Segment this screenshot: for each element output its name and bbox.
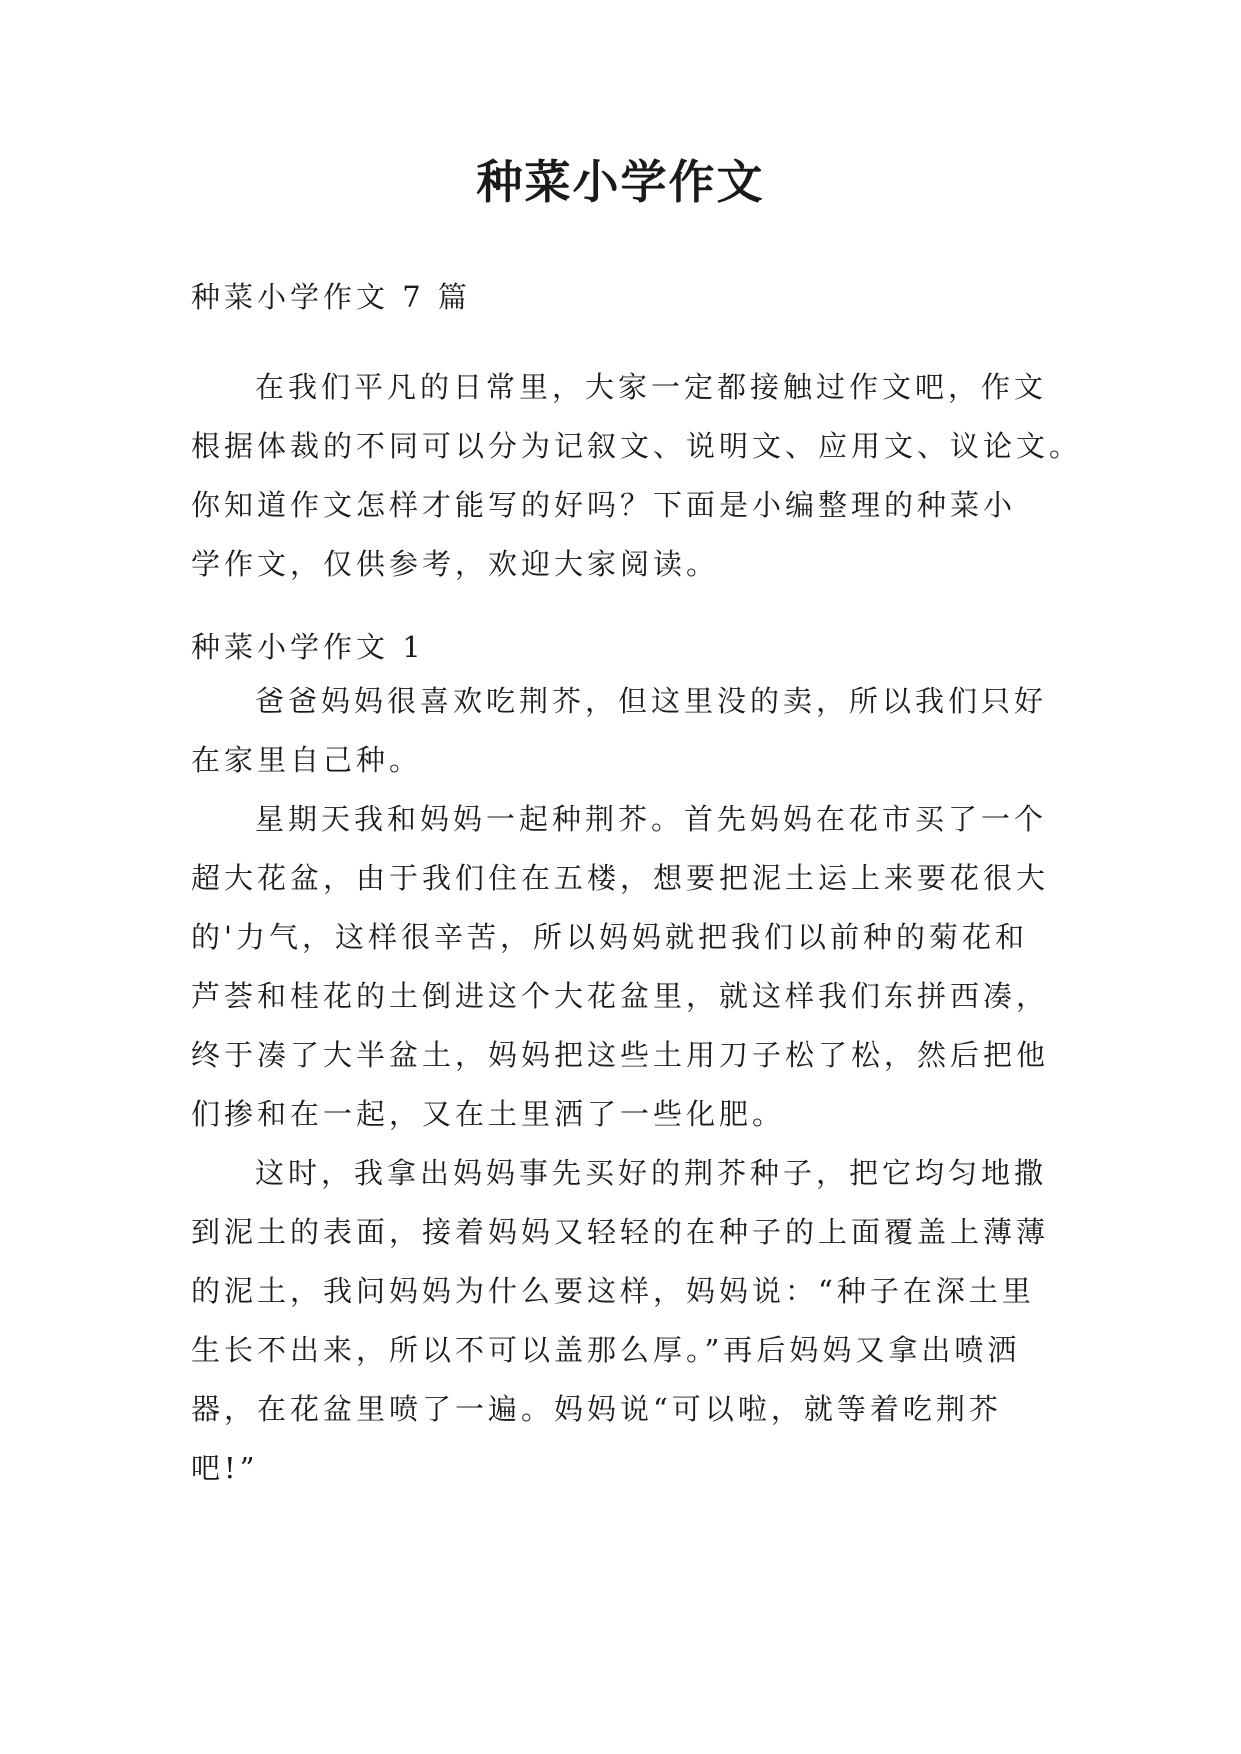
- paragraph-line: 的泥土，我问妈妈为什么要这样，妈妈说：“种子在深土里: [191, 1274, 1035, 1308]
- paragraph-line: 超大花盆，由于我们住在五楼，想要把泥土运上来要花很大: [191, 861, 1050, 895]
- essay-paragraph: [191, 1144, 1051, 1498]
- essay-paragraph: [191, 790, 1051, 1144]
- paragraph-line: 终于凑了大半盆土，妈妈把这些土用刀子松了松，然后把他: [191, 1038, 1050, 1072]
- intro-line: 在我们平凡的日常里，大家一定都接触过作文吧，作文: [255, 370, 1048, 404]
- paragraph-line: 器，在花盆里喷了一遍。妈妈说“可以啦，就等着吃荆芥: [191, 1392, 1002, 1426]
- document-subtitle: 种菜小学作文 7 篇: [191, 280, 471, 314]
- paragraph-line: 吧!”: [191, 1451, 259, 1485]
- paragraph-line: 的'力气，这样很辛苦，所以妈妈就把我们以前种的菊花和: [191, 920, 1028, 954]
- section-heading: 种菜小学作文 1: [191, 630, 425, 664]
- paragraph-line: 爸爸妈妈很喜欢吃荆芥，但这里没的卖，所以我们只好: [255, 684, 1048, 718]
- paragraph-line: 芦荟和桂花的土倒进这个大花盆里，就这样我们东拼西凑，: [191, 979, 1050, 1013]
- paragraph-line: 这时，我拿出妈妈事先买好的荆芥种子，把它均匀地撒: [255, 1156, 1048, 1190]
- intro-line: 学作文，仅供参考，欢迎大家阅读。: [191, 547, 720, 581]
- paragraph-line: 在家里自己种。: [191, 743, 423, 777]
- paragraph-line: 星期天我和妈妈一起种荆芥。首先妈妈在花市买了一个: [255, 802, 1048, 836]
- paragraph-line: 到泥土的表面，接着妈妈又轻轻的在种子的上面覆盖上薄薄: [191, 1215, 1050, 1249]
- paragraph-line: 生长不出来，所以不可以盖那么厚。”再后妈妈又拿出喷洒: [191, 1333, 1021, 1367]
- essay-paragraph: [191, 672, 1051, 790]
- paragraph-line: 们掺和在一起，又在土里洒了一些化肥。: [191, 1097, 786, 1131]
- document-title: 种菜小学作文: [476, 155, 765, 209]
- intro-line: 根据体裁的不同可以分为记叙文、说明文、应用文、议论文。: [191, 429, 1083, 463]
- intro-paragraph: [191, 358, 1083, 594]
- intro-line: 你知道作文怎样才能写的好吗？下面是小编整理的种菜小: [191, 488, 1017, 522]
